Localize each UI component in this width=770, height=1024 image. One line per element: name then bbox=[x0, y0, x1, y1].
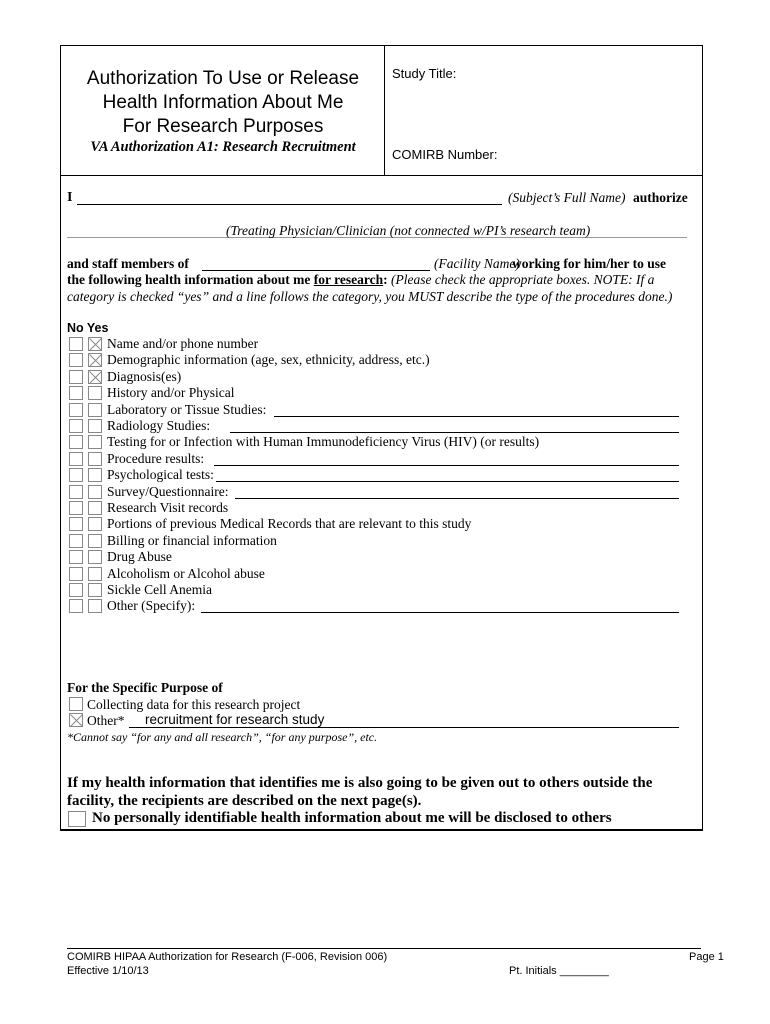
checklist-item-label: Portions of previous Medical Records that are relevant to this study bbox=[107, 516, 472, 532]
staff-line-2 bbox=[67, 272, 654, 288]
checklist-item-label: Drug Abuse bbox=[107, 549, 172, 565]
yes-checkbox[interactable] bbox=[88, 403, 102, 417]
checklist-item-label: Alcoholism or Alcohol abuse bbox=[107, 565, 265, 581]
disclosure-line-2: facility, the recipients are described on the next page(s). bbox=[67, 793, 422, 809]
no-checkbox[interactable] bbox=[69, 353, 83, 367]
footer-effective-date: Effective 1/10/13 bbox=[67, 965, 149, 977]
checklist-item-label: Diagnosis(es) bbox=[107, 368, 182, 384]
no-checkbox[interactable] bbox=[69, 517, 83, 531]
no-checkbox[interactable] bbox=[69, 435, 83, 449]
comirb-number-label: COMIRB Number: bbox=[392, 147, 498, 162]
other-purpose-value: recruitment for research study bbox=[145, 712, 325, 727]
no-disclosure-checkbox[interactable] bbox=[68, 811, 86, 827]
footer-divider bbox=[67, 948, 701, 949]
checklist-item-label: Demographic information (age, sex, ethnicity, address, etc.) bbox=[107, 352, 430, 368]
no-checkbox[interactable] bbox=[69, 386, 83, 400]
footer-initials: Pt. Initials ________ bbox=[509, 965, 609, 977]
checklist-item-label: Radiology Studies: bbox=[107, 418, 211, 433]
no-checkbox[interactable] bbox=[69, 403, 83, 417]
describe-field[interactable] bbox=[274, 416, 679, 417]
yes-checkbox[interactable] bbox=[88, 583, 102, 597]
no-checkbox[interactable] bbox=[69, 583, 83, 597]
checklist-item-label: Name and/or phone number bbox=[107, 336, 259, 351]
collecting-data-checkbox[interactable] bbox=[69, 697, 83, 711]
yes-checkbox[interactable] bbox=[88, 534, 102, 548]
checklist-item-label: Testing for or Infection with Human Immunodeficiency Virus (HIV) (or results) bbox=[107, 434, 540, 450]
authorize-prefix: I bbox=[67, 190, 73, 205]
working-for-text: working for him/her to use bbox=[512, 256, 667, 271]
describe-field[interactable] bbox=[201, 612, 679, 613]
other-purpose-label: Other* bbox=[87, 713, 125, 728]
no-checkbox[interactable] bbox=[69, 452, 83, 466]
staff-line-2-start: the following health information about me bbox=[67, 272, 314, 287]
no-yes-header: No Yes bbox=[67, 321, 109, 335]
yes-checkbox[interactable] bbox=[88, 419, 102, 433]
yes-checkbox[interactable] bbox=[88, 517, 102, 531]
no-checkbox[interactable] bbox=[69, 485, 83, 499]
authorize-word: authorize bbox=[633, 190, 688, 205]
no-disclosure-label: No personally identifiable health information about me will be disclosed to others bbox=[92, 810, 612, 826]
staff-prefix: and staff members of bbox=[67, 256, 189, 271]
no-checkbox[interactable] bbox=[69, 337, 83, 351]
title-line: Authorization To Use or Release bbox=[86, 68, 360, 89]
title-line: Health Information About Me bbox=[102, 92, 344, 113]
subject-name-label: (Subject’s Full Name) bbox=[508, 190, 626, 205]
checklist-item-label: Other (Specify): bbox=[107, 598, 196, 614]
yes-checkbox[interactable] bbox=[88, 435, 102, 449]
other-purpose-field[interactable] bbox=[129, 727, 679, 728]
yes-checkbox[interactable] bbox=[88, 567, 102, 581]
describe-field[interactable] bbox=[235, 498, 679, 499]
checklist-item-label: Survey/Questionnaire: bbox=[107, 483, 229, 499]
checklist-item-label: Sickle Cell Anemia bbox=[107, 582, 212, 597]
yes-checkbox[interactable] bbox=[88, 370, 102, 384]
yes-checkbox[interactable] bbox=[88, 452, 102, 466]
staff-line-2-note: (Please check the appropriate boxes. NOTE: If a bbox=[391, 272, 655, 287]
header-study-cell bbox=[385, 46, 702, 176]
checklist-item-label: Billing or financial information bbox=[107, 532, 277, 548]
staff-line-3: category is checked “yes” and a line follows the category, you MUST describe the type of the procedures done.) bbox=[67, 289, 673, 304]
no-checkbox[interactable] bbox=[69, 534, 83, 548]
yes-checkbox[interactable] bbox=[88, 550, 102, 564]
no-checkbox[interactable] bbox=[69, 567, 83, 581]
yes-checkbox[interactable] bbox=[88, 501, 102, 515]
yes-checkbox[interactable] bbox=[88, 485, 102, 499]
describe-field[interactable] bbox=[214, 465, 679, 466]
physician-label: (Treating Physician/Clinician (not connected w/PI’s research team) bbox=[226, 223, 591, 238]
checklist-item-label: Psychological tests: bbox=[107, 467, 214, 483]
facility-name-field[interactable] bbox=[202, 270, 430, 271]
title-line: For Research Purposes bbox=[122, 116, 324, 137]
purpose-heading: For the Specific Purpose of bbox=[67, 680, 223, 695]
yes-checkbox[interactable] bbox=[88, 599, 102, 613]
for-research-text: for research bbox=[313, 272, 384, 287]
form-subtitle: VA Authorization A1: Research Recruitment bbox=[90, 139, 356, 155]
facility-name-label: (Facility Name) bbox=[434, 256, 520, 271]
yes-checkbox[interactable] bbox=[88, 353, 102, 367]
footer-page-number: Page 1 bbox=[689, 951, 724, 963]
no-checkbox[interactable] bbox=[69, 599, 83, 613]
study-title-label: Study Title: bbox=[392, 66, 457, 81]
other-purpose-checkbox[interactable] bbox=[69, 713, 83, 727]
form-title bbox=[61, 67, 385, 139]
no-checkbox[interactable] bbox=[69, 419, 83, 433]
no-checkbox[interactable] bbox=[69, 501, 83, 515]
describe-field[interactable] bbox=[216, 481, 679, 482]
collecting-data-label: Collecting data for this research project bbox=[87, 697, 301, 712]
checklist-item-label: Research Visit records bbox=[107, 500, 229, 515]
checklist-item-label: History and/or Physical bbox=[107, 385, 235, 401]
purpose-footnote: *Cannot say “for any and all research”, “for any purpose”, etc. bbox=[67, 730, 378, 744]
disclosure-line-1: If my health information that identifies me is also going to be given out to others outside the bbox=[67, 775, 653, 791]
checklist-item-label: Procedure results: bbox=[107, 450, 205, 466]
describe-field[interactable] bbox=[230, 432, 679, 433]
no-checkbox[interactable] bbox=[69, 550, 83, 564]
footer-form-name: COMIRB HIPAA Authorization for Research (F-006, Revision 006) bbox=[67, 951, 388, 963]
no-checkbox[interactable] bbox=[69, 468, 83, 482]
yes-checkbox[interactable] bbox=[88, 337, 102, 351]
header-title-cell bbox=[61, 46, 385, 176]
yes-checkbox[interactable] bbox=[88, 386, 102, 400]
subject-name-field[interactable] bbox=[77, 204, 502, 205]
checklist-item-label: Laboratory or Tissue Studies: bbox=[107, 401, 267, 417]
yes-checkbox[interactable] bbox=[88, 468, 102, 482]
no-checkbox[interactable] bbox=[69, 370, 83, 384]
staff-line-2-colon: : bbox=[383, 272, 388, 287]
